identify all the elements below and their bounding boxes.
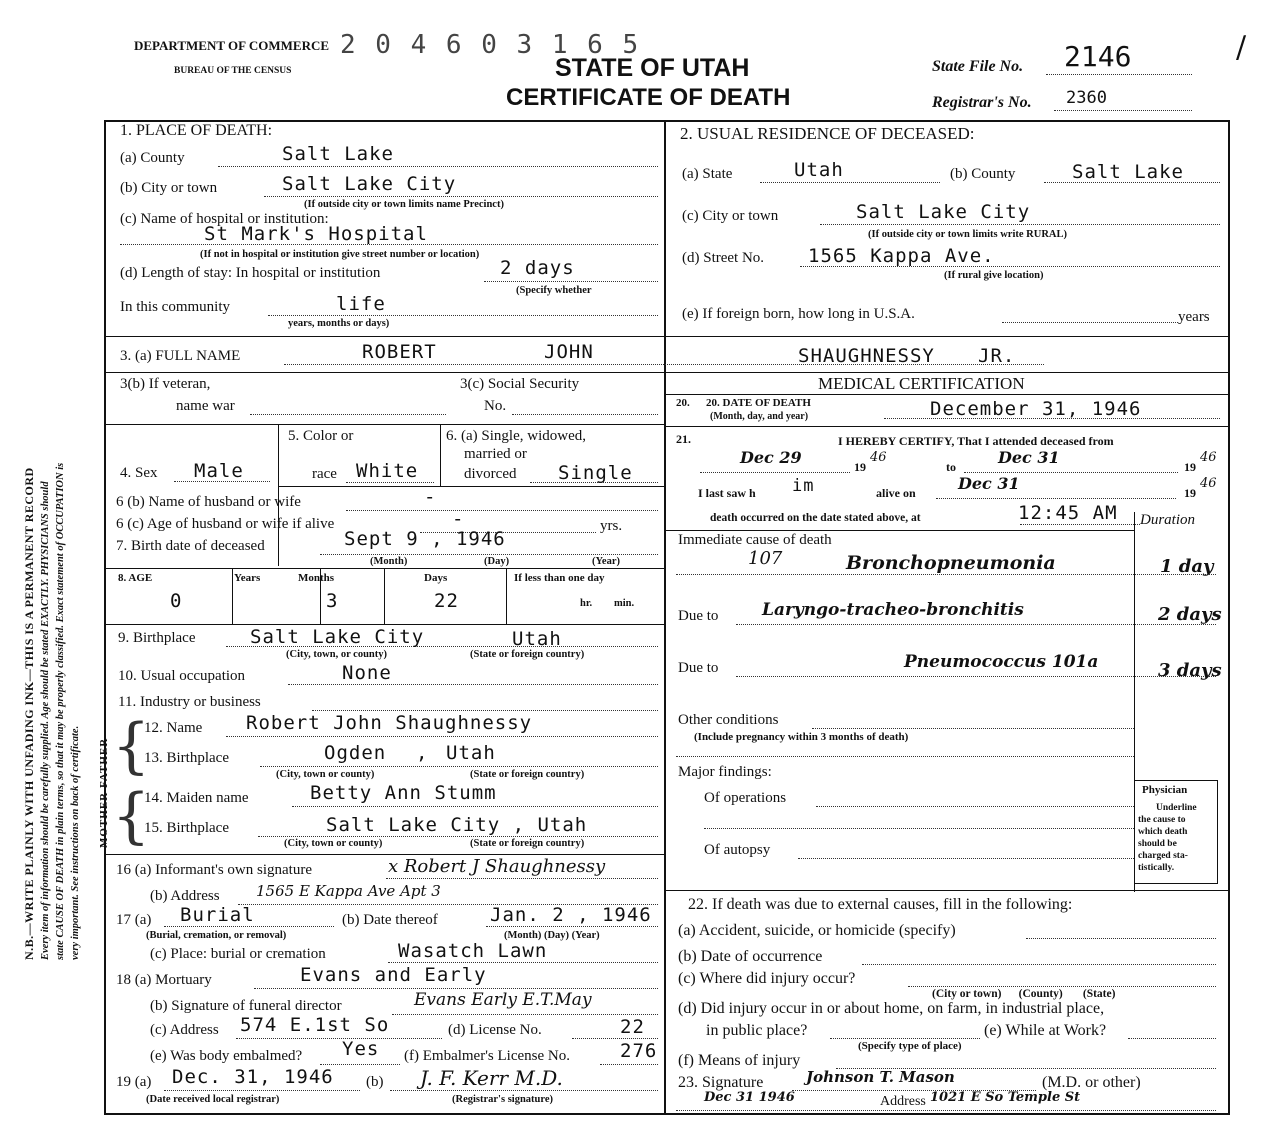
age-days-label: Days [424, 572, 448, 584]
burial-method-value: Burial [180, 904, 255, 926]
physician-box-title: Physician [1142, 784, 1188, 796]
res-street-note: (If rural give location) [944, 270, 1044, 281]
date-received-note: (Date received local registrar) [146, 1094, 280, 1105]
duration-3: 3 days [1158, 660, 1222, 681]
date-received-label: 19 (a) [116, 1074, 152, 1090]
name-suffix-value: JR. [978, 345, 1016, 367]
age-months-value: 3 [326, 590, 339, 612]
father-bp-state-note: (State or foreign country) [470, 769, 585, 780]
mother-bp-state-note: (State or foreign country) [470, 838, 585, 849]
birth-date-label: 7. Birth date of deceased [116, 538, 265, 554]
informant-signature-label: 16 (a) Informant's own signature [116, 862, 312, 878]
injury-type-note: (Specify type of place) [858, 1040, 962, 1052]
attended-to-label: to [946, 460, 956, 474]
physician-box-line4: which death [1138, 827, 1188, 837]
signature-date: Dec 31 1946 [704, 1090, 795, 1105]
item-21-number: 21. [676, 432, 691, 446]
physician-box-line2: Underline [1156, 803, 1197, 813]
mother-maiden-label: 14. Maiden name [144, 790, 249, 806]
birthplace-city-note: (City, town, or county) [286, 649, 388, 660]
other-conditions-note: (Include pregnancy within 3 months of death) [694, 731, 909, 743]
res-foreign-years-label: years [1178, 309, 1210, 325]
dept-name: DEPARTMENT OF COMMERCE [134, 38, 330, 53]
physician-box-line7: tistically. [1138, 863, 1175, 873]
physician-signature: Johnson T. Mason [806, 1068, 955, 1086]
burial-date-value: Jan. 2 , 1946 [490, 904, 652, 926]
first-name-value: ROBERT [362, 341, 437, 363]
res-state-value: Utah [794, 159, 844, 181]
industry-label: 11. Industry or business [118, 694, 261, 710]
external-causes-heading: 22. If death was due to external causes, fill in the following: [688, 896, 1073, 913]
color-race-label-2: race [312, 466, 337, 482]
funeral-director-signature: Evans Early E.T.May [414, 990, 592, 1010]
date-of-death-label: 20. DATE OF DEATH [706, 397, 811, 409]
certify-text: I HEREBY CERTIFY, That I attended deceased from [838, 434, 1114, 448]
last-saw-value: im [792, 476, 815, 496]
res-street-label: (d) Street No. [682, 250, 765, 266]
state-file-label: State File No. [932, 58, 1024, 75]
res-foreign-label: (e) If foreign born, how long in U.S.A. [682, 306, 915, 322]
stay-value: 2 days [500, 257, 575, 279]
stay-label: (d) Length of stay: In hospital or institution [120, 265, 381, 281]
attended-from-year: 46 [870, 450, 887, 465]
embalmed-value: Yes [342, 1038, 380, 1060]
certificate-title: CERTIFICATE OF DEATH [506, 84, 791, 111]
physician-box-line5: should be [1138, 839, 1177, 849]
physician-address-label: Address [880, 1094, 926, 1109]
birthplace-city-value: Salt Lake City [250, 626, 425, 648]
age-years-value: 0 [170, 590, 183, 612]
alive-on-19: 19 [1184, 486, 1196, 500]
burial-place-label: (c) Place: burial or cremation [150, 946, 326, 962]
attended-to-19: 19 [1184, 460, 1196, 474]
attended-to: Dec 31 [998, 448, 1060, 467]
mother-birthplace-label: 15. Birthplace [144, 820, 229, 836]
duration-label: Duration [1140, 512, 1196, 528]
registrar-signature: J. F. Kerr M.D. [420, 1066, 563, 1090]
while-at-work-label: (e) While at Work? [984, 1022, 1107, 1039]
age-less-than-day-label: If less than one day [514, 572, 605, 584]
due-to-2-value: Pneumococcus 101a [904, 652, 1099, 672]
informant-address-label: (b) Address [150, 888, 220, 904]
signature-label: 23. Signature [678, 1074, 764, 1091]
hospital-value: St Mark's Hospital [204, 223, 428, 245]
date-received-value: Dec. 31, 1946 [172, 1066, 334, 1088]
sex-label: 4. Sex [120, 465, 158, 481]
date-of-occurrence-label: (b) Date of occurrence [678, 948, 823, 965]
alive-on-value: Dec 31 [958, 474, 1020, 493]
occupation-value: None [342, 662, 392, 684]
social-security-no-label: No. [484, 398, 507, 414]
county-label: (a) County [120, 150, 185, 166]
age-months-label: Months [298, 572, 335, 584]
due-to-1-value: Laryngo-tracheo-bronchitis [762, 600, 1024, 620]
spouse-name-label: 6 (b) Name of husband or wife [116, 494, 301, 510]
other-conditions-label: Other conditions [678, 712, 779, 728]
means-of-injury-label: (f) Means of injury [678, 1052, 801, 1069]
embalmed-label: (e) Was body embalmed? [150, 1048, 303, 1064]
res-city-value: Salt Lake City [856, 201, 1031, 223]
father-bracket: { [112, 711, 151, 781]
state-file-number: 2146 [1064, 40, 1132, 73]
age-days-value: 22 [434, 590, 459, 612]
attended-to-year: 46 [1200, 450, 1217, 465]
mother-bp-city-note: (City, town or county) [284, 838, 383, 849]
burial-method-label: 17 (a) [116, 912, 152, 928]
birth-day-note: (Day) [484, 556, 510, 567]
immediate-cause-label: Immediate cause of death [678, 532, 832, 548]
side-note-permanent-record: N.B.—WRITE PLAINLY WITH UNFADING INK—THIS IS A PERMANENT RECORD [22, 467, 36, 960]
injury-place-label: (c) Where did injury occur? [678, 970, 856, 987]
marital-value: Single [558, 462, 633, 484]
marital-label-2: married or [464, 446, 527, 462]
father-side-label: FATHER [98, 737, 110, 788]
father-name-label: 12. Name [144, 720, 203, 736]
stay-note: (Specify whether [516, 285, 592, 296]
last-name-value: SHAUGHNESSY [798, 345, 935, 367]
mortuary-label: 18 (a) Mortuary [116, 972, 212, 988]
spouse-age-yrs: yrs. [600, 518, 623, 534]
veteran-label: 3(b) If veteran, [120, 376, 211, 392]
date-of-death-note: (Month, day, and year) [710, 411, 809, 422]
hospital-note: (If not in hospital or institution give street number or location) [200, 249, 480, 260]
occupation-label: 10. Usual occupation [118, 668, 246, 684]
res-city-note: (If outside city or town limits write RURAL) [868, 229, 1067, 240]
side-note-instructions-2: state CAUSE OF DEATH in plain terms, so that it may be properly classified. Exact statement of OCCUPATION is [55, 462, 66, 960]
physician-box-line3: the cause to [1138, 815, 1186, 825]
mother-bracket: { [112, 781, 151, 851]
mother-birthplace-value: Salt Lake City , Utah [326, 814, 588, 836]
serial-number: 2 0 4 6 0 3 1 6 5 [340, 30, 641, 60]
color-race-label-1: 5. Color or [288, 428, 354, 444]
middle-name-value: JOHN [544, 341, 594, 363]
sex-value: Male [194, 460, 244, 482]
physician-box-line6: charged sta- [1138, 851, 1188, 861]
duration-2: 2 days [1158, 604, 1222, 625]
community-note: years, months or days) [288, 318, 390, 329]
medical-cert-heading: MEDICAL CERTIFICATION [818, 374, 1025, 393]
veteran-war-label: name war [176, 398, 235, 414]
of-autopsy-label: Of autopsy [704, 842, 771, 858]
community-label: In this community [120, 299, 230, 315]
state-title: STATE OF UTAH [555, 54, 750, 82]
due-to-2-label: Due to [678, 660, 719, 676]
age-years-label: Years [234, 572, 261, 584]
hospital-label: (c) Name of hospital or institution: [120, 211, 329, 227]
attended-from: Dec 29 [740, 448, 802, 467]
community-value: life [336, 293, 386, 315]
due-to-1-label: Due to [678, 608, 719, 624]
side-note-instructions-1: Every item of information should be carefully supplied. Age should be stated EXACTLY. PHYSICIANS should [40, 481, 51, 960]
father-birthplace-state: Utah [446, 742, 496, 764]
death-city-value: Salt Lake City [282, 173, 457, 195]
city-label: (b) City or town [120, 180, 218, 196]
informant-address-value: 1565 E Kappa Ave Apt 3 [256, 882, 441, 900]
of-operations-label: Of operations [704, 790, 787, 806]
birthplace-state-note: (State or foreign country) [470, 649, 585, 660]
license-value: 22 [620, 1016, 645, 1038]
embalmer-license-value: 276 [620, 1040, 658, 1062]
res-state-label: (a) State [682, 166, 733, 182]
immediate-cause-value: Bronchopneumonia [846, 552, 1056, 574]
birthplace-label: 9. Birthplace [118, 630, 196, 646]
birth-year-note: (Year) [592, 556, 620, 567]
res-street-value: 1565 Kappa Ave. [808, 245, 995, 267]
res-city-label: (c) City or town [682, 208, 779, 224]
father-birthplace-label: 13. Birthplace [144, 750, 229, 766]
father-birthplace-city: Ogden [324, 742, 387, 764]
accident-label: (a) Accident, suicide, or homicide (specify) [678, 922, 956, 939]
social-security-label: 3(c) Social Security [460, 376, 580, 392]
major-findings-label: Major findings: [678, 764, 772, 780]
duration-1: 1 day [1160, 556, 1214, 577]
alive-on-year: 46 [1200, 476, 1217, 491]
burial-place-value: Wasatch Lawn [398, 940, 548, 962]
city-note: (If outside city or town limits name Precinct) [304, 199, 504, 210]
corner-check-mark: / [1236, 30, 1247, 65]
funeral-director-label: (b) Signature of funeral director [150, 998, 342, 1014]
age-label: 8. AGE [118, 572, 153, 584]
mother-maiden-value: Betty Ann Stumm [310, 782, 497, 804]
birthplace-state-value: Utah [512, 628, 562, 650]
father-name-value: Robert John Shaughnessy [246, 712, 533, 734]
residence-heading: 2. USUAL RESIDENCE OF DECEASED: [680, 124, 975, 143]
birth-date-value: Sept 9 , 1946 [344, 528, 506, 550]
burial-method-note: (Burial, cremation, or removal) [146, 930, 287, 941]
mortuary-address-value: 574 E.1st So [240, 1014, 390, 1036]
date-of-death-value: December 31, 1946 [930, 398, 1142, 420]
registrar-number-label: Registrar's No. [932, 94, 1032, 111]
spouse-age-value: - [452, 508, 465, 530]
mortuary-value: Evans and Early [300, 964, 487, 986]
injury-place-note: (City or town) (County) (State) [932, 988, 1116, 1000]
time-of-death-value: 12:45 AM [1018, 502, 1118, 524]
md-or-other-label: (M.D. or other) [1042, 1074, 1141, 1091]
marital-label-3: divorced [464, 466, 517, 482]
injury-where-label: (d) Did injury occur in or about home, on farm, in industrial place, [678, 1000, 1105, 1017]
death-county-value: Salt Lake [282, 143, 394, 165]
res-county-value: Salt Lake [1072, 161, 1184, 183]
last-saw-label: I last saw h [698, 486, 756, 500]
mortuary-address-label: (c) Address [150, 1022, 219, 1038]
burial-date-note: (Month) (Day) (Year) [504, 930, 600, 941]
age-min-label: min. [614, 598, 635, 609]
cause-code: 107 [748, 548, 783, 569]
death-occurred-label: death occurred on the date stated above, at [710, 512, 921, 524]
item-20-number: 20. [676, 397, 690, 409]
registrar-number: 2360 [1066, 88, 1107, 108]
informant-signature: x Robert J Shaughnessy [388, 856, 606, 877]
father-bp-city-note: (City, town or county) [276, 769, 375, 780]
spouse-age-label: 6 (c) Age of husband or wife if alive [116, 516, 335, 532]
registrar-signature-note: (Registrar's signature) [452, 1094, 553, 1105]
full-name-label: 3. (a) FULL NAME [120, 348, 241, 364]
embalmer-license-label: (f) Embalmer's License No. [404, 1048, 570, 1064]
mother-side-label: MOTHER [98, 791, 110, 848]
birth-month-note: (Month) [370, 556, 408, 567]
burial-date-label: (b) Date thereof [342, 912, 438, 928]
injury-public-place-label: in public place? [706, 1022, 808, 1039]
bureau-name: BUREAU OF THE CENSUS [174, 66, 292, 76]
age-hr-label: hr. [580, 598, 593, 609]
registrar-signature-label: (b) [366, 1074, 384, 1090]
attended-from-19: 19 [854, 460, 866, 474]
race-value: White [356, 460, 419, 482]
physician-address-value: 1021 E So Temple St [930, 1090, 1081, 1105]
spouse-name-value: - [424, 486, 437, 508]
side-note-instructions-3: very important. See instructions on back of certificate. [70, 725, 81, 960]
father-birthplace-sep: , [416, 742, 429, 764]
license-label: (d) License No. [448, 1022, 542, 1038]
alive-on-label: alive on [876, 486, 916, 500]
marital-label-1: 6. (a) Single, widowed, [446, 428, 586, 444]
res-county-label: (b) County [950, 166, 1016, 182]
place-of-death-heading: 1. PLACE OF DEATH: [120, 122, 273, 139]
